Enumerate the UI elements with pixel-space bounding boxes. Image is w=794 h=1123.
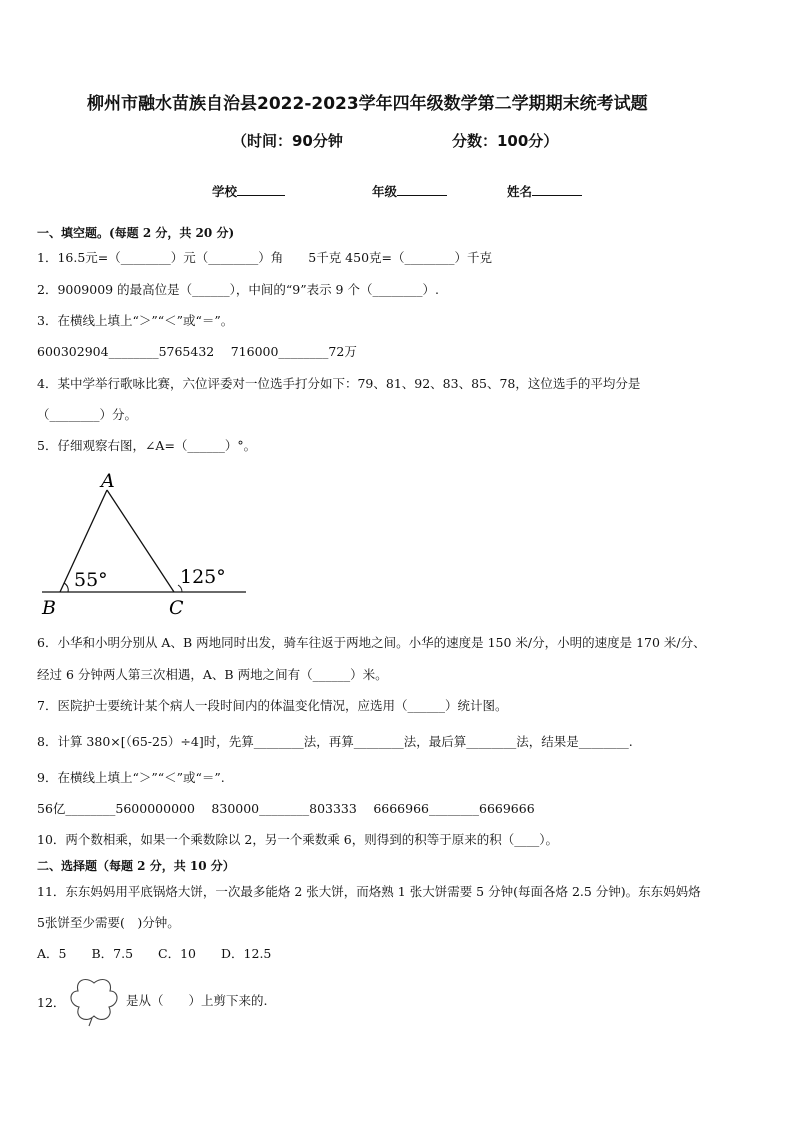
grade-field: [372, 182, 447, 200]
side-ac: [107, 490, 174, 592]
question-9: 9．在横线上填上“＞”“＜”或“＝”.: [37, 770, 225, 785]
question-4-line-1: 4．某中学举行歌咏比赛，六位评委对一位选手打分如下：79、81、92、83、85、78，这位选手的平均分是: [37, 376, 641, 391]
section-1-heading: 一、填空题。(每题 2 分，共 20 分): [37, 226, 235, 240]
vertex-b-label: B: [42, 597, 56, 619]
page-title: 柳州市融水苗族自治县2022-2023学年四年级数学第二学期期末统考试题: [87, 94, 648, 114]
name-field: [507, 182, 582, 200]
grade-label: 年级: [372, 184, 398, 199]
angle-b-arc: [64, 583, 68, 592]
angle-c-label: 125°: [180, 566, 226, 588]
question-4-line-2: （________）分。: [37, 407, 138, 422]
question-8: 8．计算 380×[（65-25）÷4]时，先算________法，再算________法，最后算________法，结果是________.: [37, 734, 633, 749]
section-2-heading: 二、选择题（每题 2 分，共 10 分）: [37, 859, 235, 873]
question-12-text: 是从（ ）上剪下来的.: [126, 993, 268, 1008]
school-field: [212, 182, 285, 200]
question-12-number: 12．: [37, 995, 66, 1010]
angle-b-label: 55°: [74, 569, 108, 591]
question-6-line-1: 6．小华和小明分别从 A、B 两地同时出发，骑车往返于两地之间。小华的速度是 150 米/分，小明的速度是 170 米/分、: [37, 635, 706, 650]
question-11-options: A．5 B．7.5 C．10 D．12.5: [37, 946, 272, 961]
triangle-figure: [30, 468, 260, 623]
vertex-c-label: C: [169, 597, 184, 619]
question-5: 5．仔细观察右图，∠A=（______）°。: [37, 438, 257, 453]
question-2: 2．9009009 的最高位是（______），中间的“9”表示 9 个（________）.: [37, 282, 439, 297]
question-3: 3．在横线上填上“＞”“＜”或“＝”。: [37, 313, 234, 328]
question-3-items: 600302904________5765432 716000________72万: [37, 344, 357, 359]
exam-score: 分数：100分）: [452, 132, 559, 150]
question-1: 1．16.5元=（________）元（________）角 5千克 450克=（________）千克: [37, 250, 493, 265]
question-11-line-1: 11．东东妈妈用平底锅烙大饼，一次最多能烙 2 张大饼，而烙熟 1 张大饼需要 5 分钟(每面各烙 2.5 分钟)。东东妈妈烙: [37, 884, 701, 899]
clover-shape-icon: [66, 974, 122, 1028]
school-label: 学校: [212, 184, 238, 199]
question-7: 7．医院护士要统计某个病人一段时间内的体温变化情况，应选用（______）统计图。: [37, 698, 508, 713]
name-label: 姓名: [507, 184, 533, 199]
exam-time: （时间：90分钟: [232, 132, 343, 150]
question-11-line-2: 5张饼至少需要( )分钟。: [37, 915, 180, 930]
question-6-line-2: 经过 6 分钟两人第三次相遇，A、B 两地之间有（______）米。: [37, 667, 388, 682]
question-9-items: 56亿________5600000000 830000________803333 6666966________6669666: [37, 801, 535, 816]
question-10: 10．两个数相乘，如果一个乘数除以 2，另一个乘数乘 6，则得到的积等于原来的积（____）。: [37, 832, 559, 847]
vertex-a-label: A: [101, 470, 115, 492]
